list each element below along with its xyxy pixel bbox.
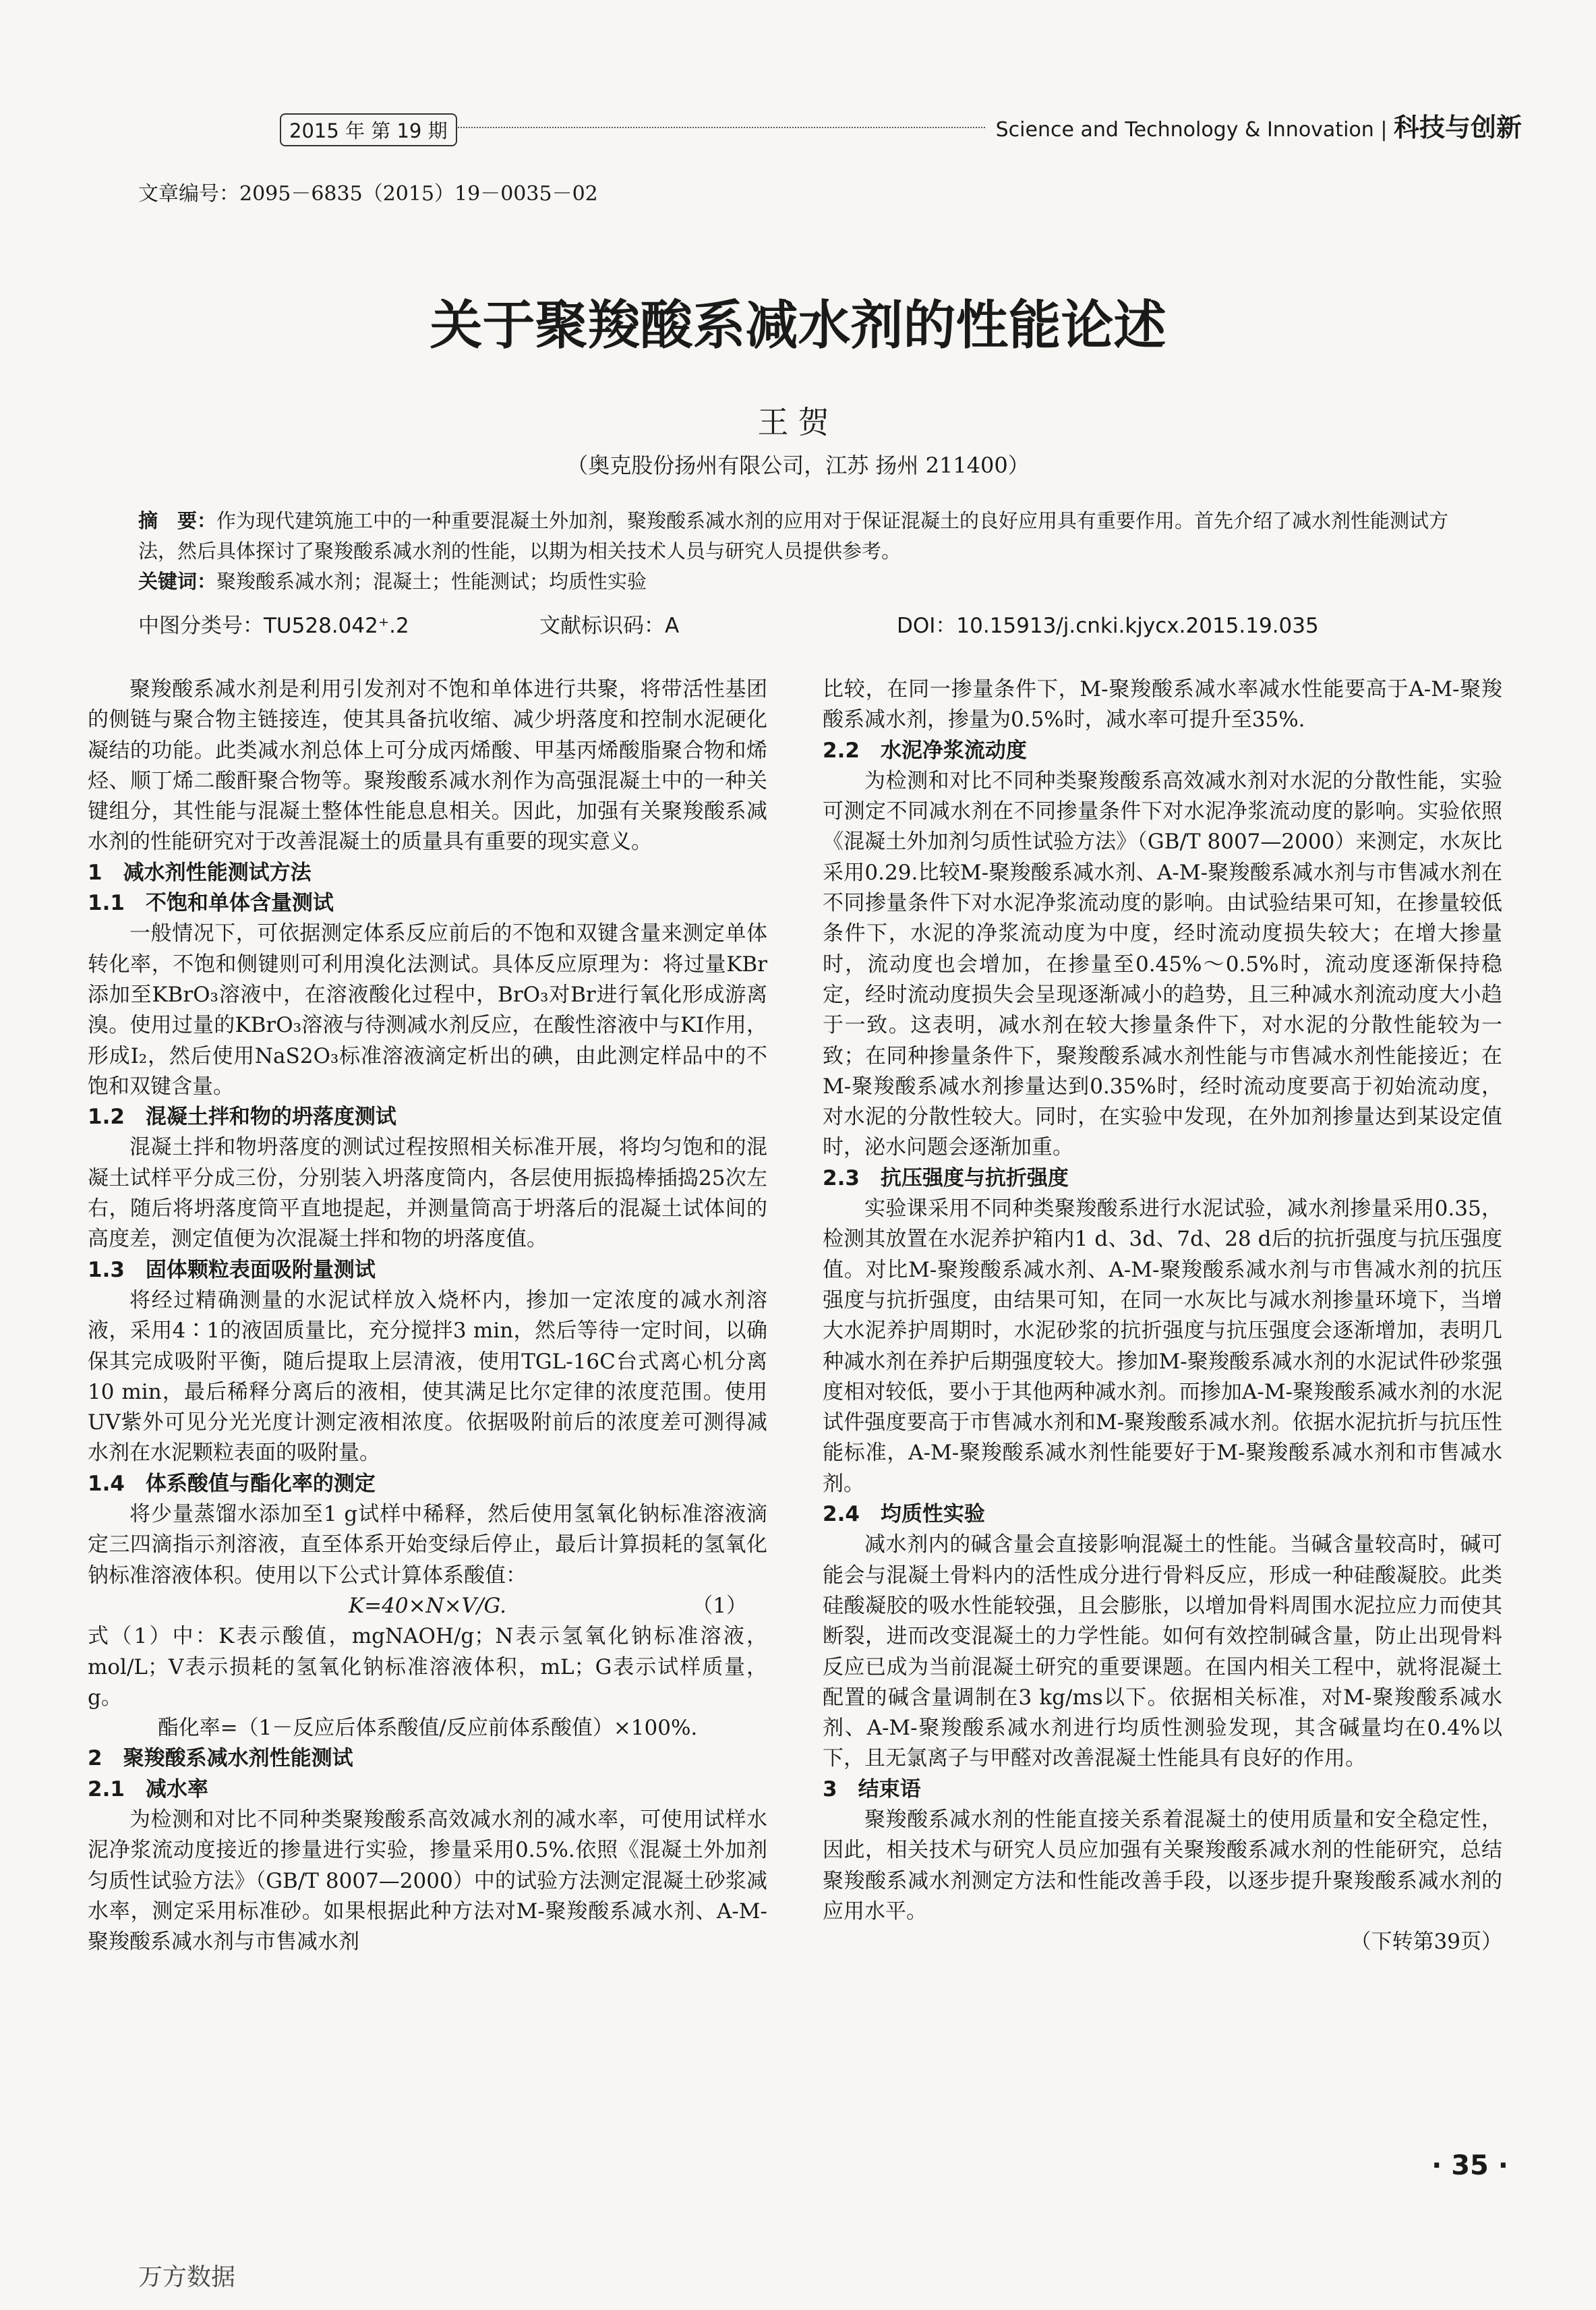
section-heading-1-2: 1.2 混凝土拌和物的坍落度测试 bbox=[88, 1105, 396, 1130]
abstract-text: 作为现代建筑施工中的一种重要混凝土外加剂，聚羧酸系减水剂的应用对于保证混凝土的良好应用具有重要作用。首先介绍了减水剂性能测试方法，然后具体探讨了聚羧酸系减水剂的性能，以期为相关技术人员与研究人员提供参考。 bbox=[138, 509, 1449, 562]
journal-name-en: Science and Technology & Innovation bbox=[995, 118, 1374, 142]
section-heading-1: 1 减水剂性能测试方法 bbox=[88, 860, 312, 885]
section-heading-2-3: 2.3 抗压强度与抗折强度 bbox=[823, 1165, 1069, 1190]
paragraph-2-1: 为检测和对比不同种类聚羧酸系高效减水剂的减水率，可使用试样水泥净浆流动度接近的掺量进行实验，掺量采用0.5%.依照《混凝土外加剂匀质性试验方法》（GB/T 8007—2000）中的试验方法测定混凝土砂浆减水率，测定采用标准砂。如果根据此种方法对M-聚羧酸系减水剂、A-M-聚羧酸系减水剂与市售减水剂 bbox=[88, 1807, 767, 1955]
journal-separator: | bbox=[1380, 118, 1388, 142]
document-code: 文献标识码：A bbox=[539, 614, 680, 638]
paragraph-2-2: 为检测和对比不同种类聚羧酸系高效减水剂对水泥的分散性能，实验可测定不同减水剂在不同掺量条件下对水泥净浆流动度的影响。实验依照《混凝土外加剂匀质性试验方法》（GB/T 8007—2000）来测定，水灰比采用0.29.比较M-聚羧酸系减水剂、A-M-聚羧酸系减水剂与市售减水剂在不同掺量条件下对水泥净浆流动度的影响。由试验结果可知，在掺量较低条件下，水泥的净浆流动度为中度，经时流动度损失较大；在增大掺量时，流动度也会增加，在掺量至0.45%～0.5%时，流动度逐渐保持稳定，经时流动度损失会呈现逐渐减小的趋势，且三种减水剂流动度大小趋于一致。这表明，减水剂在较大掺量条件下，对水泥的分散性能较为一致；在同种掺量条件下，聚羧酸系减水剂性能与市售减水剂性能接近；在M-聚羧酸系减水剂掺量达到0.35%时，经时流动度要高于初始流动度，对水泥的分散性较大。同时，在实验中发现，在外加剂掺量达到某设定值时，泌水问题会逐渐加重。 bbox=[823, 768, 1502, 1160]
clc-number: 中图分类号：TU528.042⁺.2 bbox=[138, 614, 409, 638]
page-number: · 35 · bbox=[1431, 2150, 1508, 2181]
paragraph-1-1: 一般情况下，可依据测定体系反应前后的不饱和双键含量来测定单体转化率，不饱和侧键则可利用溴化法测试。具体反应原理为：将过量KBr添加至KBrO₃溶液中，在溶液酸化过程中，BrO₃对Br进行氧化形成游离溴。使用过量的KBrO₃溶液与待测减水剂反应，在酸性溶液中与KI作用，形成I₂，然后使用NaS2O₃标准溶液滴定析出的碘，由此测定样品中的不饱和双键含量。 bbox=[88, 921, 767, 1099]
paragraph-2-3: 实验课采用不同种类聚羧酸系进行水泥试验，减水剂掺量采用0.35，检测其放置在水泥养护箱内1 d、3d、7d、28 d后的抗折强度与抗压强度值。对比M-聚羧酸系减水剂、A-M-聚羧酸系减水剂与市售减水剂的抗压强度与抗折强度，由结果可知，在同一水灰比与减水剂掺量环境下，当增大水泥养护周期时，水泥砂浆的抗折强度与抗压强度会逐渐增加，表明几种减水剂在养护后期强度较大。掺加M-聚羧酸系减水剂的水泥试件砂浆强度相对较低，要小于其他两种减水剂。而掺加A-M-聚羧酸系减水剂的水泥试件强度要高于市售减水剂和M-聚羧酸系减水剂。依据水泥抗折与抗压性能标准，A-M-聚羧酸系减水剂性能要好于M-聚羧酸系减水剂和市售减水剂。 bbox=[823, 1196, 1502, 1496]
watermark: 万方数据 bbox=[138, 2263, 236, 2291]
abstract-label: 摘 要： bbox=[138, 509, 217, 532]
formula-1 bbox=[88, 1591, 767, 1621]
article-number: 文章编号：2095－6835（2015）19－0035－02 bbox=[138, 182, 598, 206]
column-left bbox=[88, 674, 767, 1957]
paragraph-1-2: 混凝土拌和物坍落度的测试过程按照相关标准开展，将均匀饱和的混凝土试样平分成三份，分别装入坍落度筒内，各层使用振捣棒插捣25次左右，随后将坍落度筒平直地提起，并测量筒高于坍落后的混凝土试体间的高度差，测定值便为次混凝土拌和物的坍落度值。 bbox=[88, 1135, 767, 1252]
keywords-text: 聚羧酸系减水剂；混凝土；性能测试；均质性实验 bbox=[216, 570, 647, 593]
section-heading-1-3: 1.3 固体颗粒表面吸附量测试 bbox=[88, 1257, 376, 1282]
continued-note: （下转第39页） bbox=[1350, 1930, 1502, 1955]
section-heading-2-4: 2.4 均质性实验 bbox=[823, 1502, 985, 1527]
journal-name bbox=[986, 107, 1522, 144]
paragraph-2-1b: 比较，在同一掺量条件下，M-聚羧酸系减水率减水性能要高于A-M-聚羧酸系减水剂，掺量为0.5%时，减水率可提升至35%. bbox=[823, 677, 1502, 732]
paragraph-1-3: 将经过精确测量的水泥试样放入烧杯内，掺加一定浓度的减水剂溶液，采用4∶1的液固质量比，充分搅拌3 min，然后等待一定时间，以确保其完成吸附平衡，随后提取上层清液，使用TGL-16C台式离心机分离10 min，最后稀释分离后的液相，使其满足比尔定律的浓度范围。使用UV紫外可见分光光度计测定液相浓度。依据吸附前后的浓度差可测得减水剂在水泥颗粒表面的吸附量。 bbox=[88, 1288, 767, 1466]
section-heading-2: 2 聚羧酸系减水剂性能测试 bbox=[88, 1746, 353, 1771]
keywords-label: 关键词： bbox=[138, 570, 217, 593]
section-heading-1-4: 1.4 体系酸值与酯化率的测定 bbox=[88, 1471, 376, 1496]
doi: DOI：10.15913/j.cnki.kjycx.2015.19.035 bbox=[897, 614, 1319, 638]
column-right bbox=[823, 674, 1502, 1957]
section-heading-2-1: 2.1 减水率 bbox=[88, 1777, 208, 1801]
paragraph-1-4: 将少量蒸馏水添加至1 g试样中稀释，然后使用氢氧化钠标准溶液滴定三四滴指示剂溶液，直至体系开始变绿后停止，最后计算损耗的氢氧化钠标准溶液体积。使用以下公式计算体系酸值： bbox=[88, 1502, 767, 1588]
abstract-block bbox=[138, 506, 1460, 597]
intro-paragraph: 聚羧酸系减水剂是利用引发剂对不饱和单体进行共聚，将带活性基团的侧链与聚合物主链接连，使其具备抗收缩、减少坍落度和控制水泥硬化凝结的功能。此类减水剂总体上可分成丙烯酸、甲基丙烯酸脂聚合物和烯烃、顺丁烯二酸酐聚合物等。聚羧酸系减水剂作为高强混凝土中的一种关键组分，其性能与混凝土整体性能息息相关。因此，加强有关聚羧酸系减水剂的性能研究对于改善混凝土的质量具有重要的现实意义。 bbox=[88, 677, 767, 855]
paper-title: 关于聚羧酸系减水剂的性能论述 bbox=[430, 295, 1166, 356]
journal-name-cn: 科技与创新 bbox=[1393, 113, 1522, 142]
abstract bbox=[138, 506, 1460, 567]
formula-2: 酯化率=（1－反应后体系酸值/反应前体系酸值）×100%. bbox=[157, 1716, 698, 1741]
section-heading-1-1: 1.1 不饱和单体含量测试 bbox=[88, 891, 334, 916]
formula-1-text: K=40×N×V/G. bbox=[349, 1593, 506, 1618]
formula-1-number: （1） bbox=[692, 1593, 747, 1618]
paragraph-2-4: 减水剂内的碱含量会直接影响混凝土的性能。当碱含量较高时，碱可能会与混凝土骨料内的活性成分进行骨料反应，形成一种硅酸凝胶。此类硅酸凝胶的吸水性能较强，且会膨胀，以增加骨料周围水泥拉应力而使其断裂，进而改变混凝土的力学性能。如何有效控制碱含量，防止出现骨料反应已成为当前混凝土研究的重要课题。在国内相关工程中，就将混凝土配置的碱含量调制在3 kg/ms以下。依据相关标准，对M-聚羧酸系减水剂、A-M-聚羧酸系减水剂进行均质性测验发现，其含碱量均在0.4%以下，且无氯离子与甲醛对改善混凝土性能具有良好的作用。 bbox=[823, 1532, 1502, 1771]
paragraph-1-4b: 式（1）中：K表示酸值，mgNAOH/g；N表示氢氧化钠标准溶液，mol/L；V表示损耗的氢氧化钠标准溶液体积，mL；G表示试样质量，g。 bbox=[88, 1624, 767, 1710]
section-heading-3: 3 结束语 bbox=[823, 1777, 921, 1801]
keywords bbox=[138, 567, 1460, 597]
paragraph-3: 聚羧酸系减水剂的性能直接关系着混凝土的使用质量和安全稳定性，因此，相关技术与研究人员应加强有关聚羧酸系减水剂的性能研究，总结聚羧酸系减水剂测定方法和性能改善手段，以逐步提升聚羧酸系减水剂的应用水平。 bbox=[823, 1807, 1502, 1924]
affiliation: （奥克股份扬州有限公司，江苏 扬州 211400） bbox=[566, 453, 1030, 478]
section-heading-2-2: 2.2 水泥净浆流动度 bbox=[823, 738, 1027, 763]
issue-label: 2015 年 第 19 期 bbox=[280, 113, 457, 146]
author: 王贺 bbox=[757, 404, 839, 440]
